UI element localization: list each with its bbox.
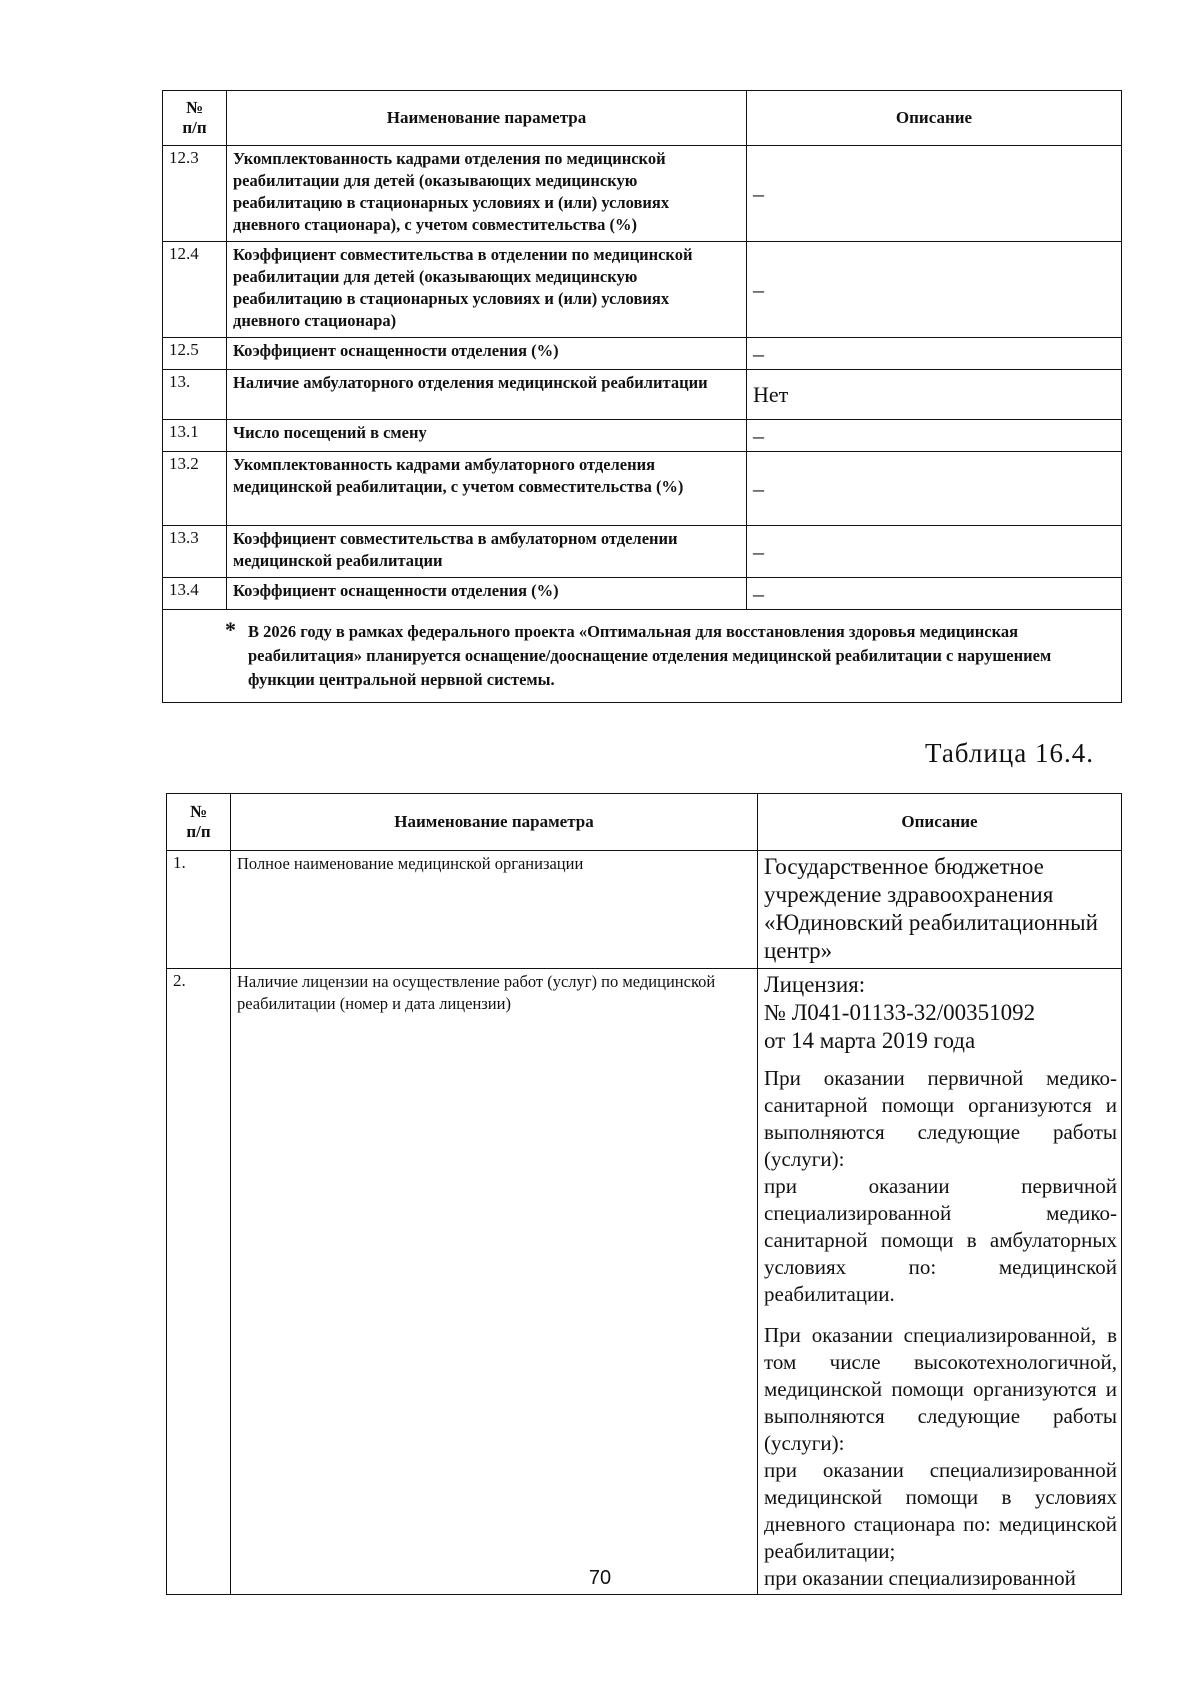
paragraph-primary-care: При оказании первичной медико-санитарной помощи организуются и выполняются следующие работы (услуги): [764,1066,1117,1171]
row-num: 2. [167,969,231,1595]
table-row [167,969,1122,1595]
row-desc: – [747,146,1122,242]
row-desc: – [747,242,1122,338]
row-name: Наличие амбулаторного отделения медицинской реабилитации [227,370,747,420]
row-num: 13.1 [163,420,227,452]
organization-table [166,793,1122,1595]
row-desc: – [747,420,1122,452]
row-name: Коэффициент совместительства в амбулаторном отделении медицинской реабилитации [227,526,747,578]
row-desc: Государственное бюджетное учреждение здравоохранения «Юдиновский реабилитационный центр» [758,851,1122,969]
header-num: № п/п [167,794,231,851]
table-row [163,370,1122,420]
row-num: 13.4 [163,578,227,610]
row-num: 13.3 [163,526,227,578]
paragraph-continued: при оказании специализированной [764,1566,1076,1590]
footnote-asterisk: * [225,617,236,642]
table-row [163,578,1122,610]
row-desc: – [747,526,1122,578]
license-label: Лицензия: [764,972,866,997]
row-num: 1. [167,851,231,969]
table-row [163,242,1122,338]
row-num: 13.2 [163,452,227,526]
table-row [163,452,1122,526]
table-row [167,851,1122,969]
row-desc: – [747,338,1122,370]
footnote-text: В 2026 году в рамках федерального проекта «Оптимальная для восстановления здоровья медицинская реабилитация» планируется оснащение/дооснащение отделения медицинской реабилитации с нарушением функции центральной нервной системы. [248,622,1052,689]
table-caption: Таблица 16.4. [925,738,1094,768]
row-name: Наличие лицензии на осуществление работ (услуг) по медицинской реабилитации (номер и дата лицензии) [231,969,758,1595]
license-number: № Л041-01133-32/00351092 [764,1000,1036,1025]
table-note-row [163,610,1122,703]
row-name: Укомплектованность кадрами отделения по медицинской реабилитации для детей (оказывающих медицинскую реабилитацию в стационарных условиях и (или) условиях дневного стационара), с учетом совместительства (%) [227,146,747,242]
row-num: 12.4 [163,242,227,338]
row-name: Полное наименование медицинской организации [231,851,758,969]
header-desc: Описание [758,794,1122,851]
row-name: Укомплектованность кадрами амбулаторного отделения медицинской реабилитации, с учетом совместительства (%) [227,452,747,526]
row-name: Число посещений в смену [227,420,747,452]
header-num: № п/п [163,91,227,146]
row-desc: Нет [747,370,1122,420]
row-num: 12.3 [163,146,227,242]
table-header-row [167,794,1122,851]
table-row [163,526,1122,578]
table-row [163,146,1122,242]
header-name: Наименование параметра [231,794,758,851]
row-desc [758,969,1122,1595]
row-num: 13. [163,370,227,420]
page-number: 70 [588,1567,612,1589]
table-header-row [163,91,1122,146]
paragraph-specialized-care: При оказании специализированной, в том числе высокотехнологичной, медицинской помощи организуются и выполняются следующие работы (услуги): [764,1323,1117,1455]
row-desc: – [747,578,1122,610]
header-name: Наименование параметра [227,91,747,146]
table-row [163,338,1122,370]
license-date: от 14 марта 2019 года [764,1028,976,1053]
table-footnote [163,610,1122,703]
parameters-table-continued [162,90,1122,703]
row-name: Коэффициент оснащенности отделения (%) [227,578,747,610]
row-desc: – [747,452,1122,526]
table-row [163,420,1122,452]
header-desc: Описание [747,91,1122,146]
row-name: Коэффициент оснащенности отделения (%) [227,338,747,370]
paragraph-primary-specialized: при оказании первичной специализированной медико-санитарной помощи в амбулаторных условиях по: медицинской реабилитации. [764,1174,1117,1306]
row-num: 12.5 [163,338,227,370]
row-name: Коэффициент совместительства в отделении по медицинской реабилитации для детей (оказывающих медицинскую реабилитацию в стационарных условиях и (или) условиях дневного стационара) [227,242,747,338]
paragraph-day-hospital: при оказании специализированной медицинской помощи в условиях дневного стационара по: медицинской реабилитации; [764,1458,1117,1563]
